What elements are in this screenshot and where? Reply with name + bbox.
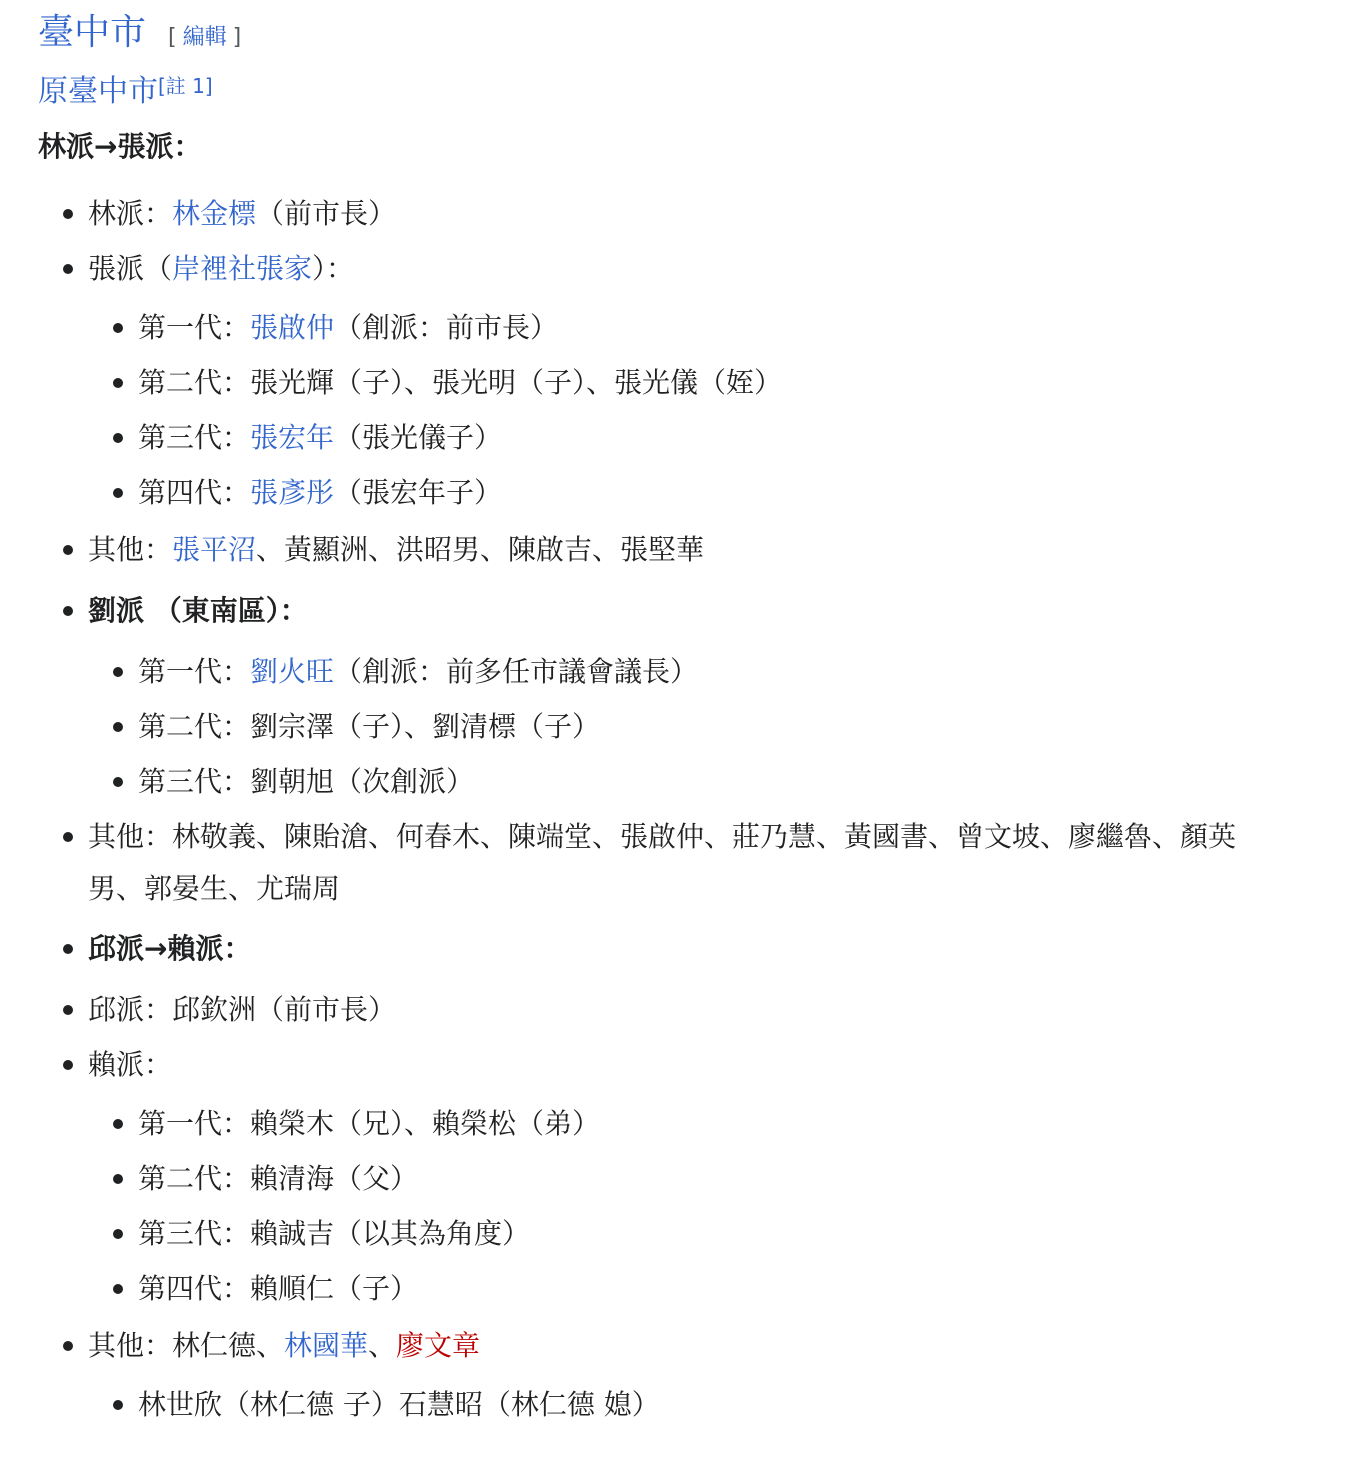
item-text: （創派：前市長）	[334, 311, 559, 344]
item-text: 其他：林敬義、陳貽滄、何春木、陳端堂、張啟仲、莊乃慧、黃國書、曾文坡、廖繼魯、顏英男、郭晏生、尤瑞周	[88, 820, 1237, 905]
item-text: 第三代：劉朝旭（次創派）	[138, 765, 475, 798]
item-text: （張宏年子）	[334, 476, 503, 509]
item-text: 第三代：賴誠吉（以其為角度）	[138, 1217, 531, 1250]
subsection-heading	[38, 74, 1360, 118]
item-text: 第四代：賴順仁（子）	[138, 1272, 419, 1305]
others-sub	[88, 1377, 1360, 1432]
item-text: 第四代：	[138, 476, 251, 509]
item-text: 第一代：	[138, 655, 251, 688]
subsection-title-link[interactable]: 原臺中市	[38, 74, 158, 109]
item-text: （前市長）	[256, 197, 397, 230]
item-text: （張光儀子）	[334, 421, 503, 454]
footnote-link[interactable]: [註 1]	[158, 74, 213, 98]
list-item-sub	[138, 1377, 1360, 1432]
liu-generations	[88, 644, 1360, 809]
item-text: 、	[368, 1329, 397, 1362]
faction-lead: 林派→張派：	[38, 130, 202, 163]
faction-list	[38, 186, 1360, 1432]
list-item-gen	[138, 300, 1360, 355]
section-title[interactable]: 臺中市	[38, 12, 147, 53]
list-item-qiu	[88, 982, 1360, 1037]
edit-section	[168, 13, 241, 63]
list-item-gen	[138, 465, 1360, 520]
item-text: 第二代：賴清海（父）	[138, 1162, 419, 1195]
list-item-gen	[138, 410, 1360, 465]
list-item-liu-faction	[88, 583, 1360, 638]
item-text: 邱派：邱欽洲（前市長）	[88, 993, 397, 1026]
link-anli-zhang-family[interactable]: 岸裡社張家	[172, 252, 313, 285]
item-text: 第一代：賴榮木（兄）、賴榮松（弟）	[138, 1107, 601, 1140]
link-zhang-yantong[interactable]: 張彥彤	[250, 476, 335, 509]
item-text: 、黃顯洲、洪昭男、陳啟吉、張堅華	[256, 533, 705, 566]
list-item-gen	[138, 1261, 1360, 1316]
list-item-others	[88, 522, 1360, 577]
list-item-gen	[138, 699, 1360, 754]
link-lin-guohua[interactable]: 林國華	[284, 1329, 369, 1362]
item-text: 第三代：	[138, 421, 251, 454]
link-liao-wenzhang-redlink[interactable]: 廖文章	[396, 1329, 481, 1362]
edit-link[interactable]: 編輯	[182, 25, 227, 50]
list-item-zhang	[88, 241, 1360, 520]
list-item-gen	[138, 644, 1360, 699]
list-item-qiu-lai-others	[88, 1318, 1360, 1432]
lai-generations	[88, 1096, 1360, 1316]
item-text: 賴派：	[88, 1048, 173, 1081]
list-item-lai	[88, 1037, 1360, 1316]
item-text: （創派：前多任市議會議長）	[334, 655, 699, 688]
link-zhang-pingzhao[interactable]: 張平沼	[172, 533, 257, 566]
link-lin-jinbiao[interactable]: 林金標	[172, 197, 257, 230]
section-heading	[38, 8, 1360, 60]
group-heading: 邱派→賴派：	[88, 932, 252, 965]
list-item-gen	[138, 754, 1360, 809]
item-text: 第二代：張光輝（子）、張光明（子）、張光儀（姪）	[138, 366, 783, 399]
item-text: 其他：林仁德、	[88, 1329, 285, 1362]
list-item-gen	[138, 1206, 1360, 1261]
list-item-gen	[138, 1151, 1360, 1206]
item-text: 第二代：劉宗澤（子）、劉清標（子）	[138, 710, 601, 743]
item-text: 其他：	[88, 533, 173, 566]
group-heading: 劉派 （東南區）：	[88, 594, 308, 627]
link-zhang-qizhong[interactable]: 張啟仲	[250, 311, 335, 344]
list-item-lin	[88, 186, 1360, 241]
list-item-gen	[138, 355, 1360, 410]
list-item-liu-wrapper	[88, 644, 1360, 809]
item-text: 第一代：	[138, 311, 251, 344]
item-text: 林派：	[88, 197, 173, 230]
edit-bracket-close: ]	[232, 25, 242, 50]
list-item-qiu-lai-faction	[88, 921, 1360, 976]
item-text: ）：	[312, 252, 355, 285]
link-zhang-hongnian[interactable]: 張宏年	[250, 421, 335, 454]
item-text: 林世欣（林仁德 子）石慧昭（林仁德 媳）	[138, 1388, 660, 1421]
link-liu-huowang[interactable]: 劉火旺	[250, 655, 335, 688]
zhang-generations	[88, 300, 1360, 520]
list-item-liu-others	[88, 811, 1360, 915]
item-text: 張派（	[88, 252, 173, 285]
edit-bracket-open: [	[168, 25, 177, 50]
list-item-gen	[138, 1096, 1360, 1151]
